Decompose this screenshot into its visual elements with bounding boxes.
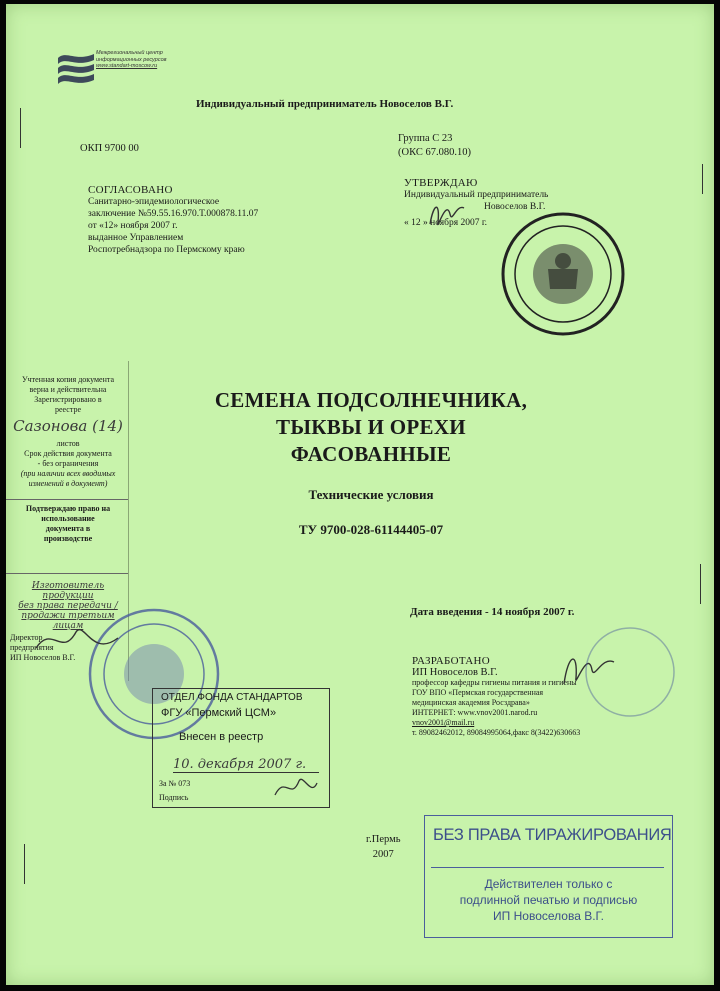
developer-website: ИНТЕРНЕТ: www.vnov2001.narod.ru xyxy=(412,708,538,717)
agreed-line: заключение №59.55.16.970.Т.000878.11.07 xyxy=(88,209,259,219)
developer-line: профессор кафедры гигиены питания и гигиены xyxy=(412,678,577,687)
scan-mark xyxy=(700,564,701,604)
rights-line: документа в xyxy=(45,524,91,533)
approved-heading: УТВЕРЖДАЮ xyxy=(404,177,478,189)
maker-line: продажи третьим xyxy=(21,611,115,621)
year: 2007 xyxy=(372,849,394,860)
logo-line: информационных ресурсов xyxy=(96,56,167,63)
developer-email: vnov2001@mail.ru xyxy=(412,718,475,727)
developed-block xyxy=(412,655,580,738)
director-signature-icon xyxy=(32,618,122,668)
agreed-line: от «12» ноября 2007 г. xyxy=(88,221,178,231)
agreed-line: Роспотребнадзора по Пермскому краю xyxy=(88,245,245,255)
copy-line: листов xyxy=(56,439,80,448)
agreed-line: выданное Управлением xyxy=(88,233,184,243)
title-line: ТЫКВЫ И ОРЕХИ xyxy=(276,415,466,439)
copy-line: Зарегистрировано в xyxy=(34,395,102,404)
maker-line: лицам xyxy=(52,621,84,631)
scan-mark xyxy=(24,844,25,884)
developed-heading: РАЗРАБОТАНО xyxy=(412,655,491,667)
developer-phones: т. 89082462012, 89084995064,факс 8(3422)630663 xyxy=(412,728,581,737)
registry-stamp xyxy=(152,688,330,808)
okp-code: ОКП 9700 00 xyxy=(80,143,139,154)
title-line: ФАСОВАННЫЕ xyxy=(290,442,452,466)
no-copy-line: ИП Новоселова В.Г. xyxy=(493,909,604,923)
spec-code: ТУ 9700-028-61144405-07 xyxy=(298,522,444,537)
no-copy-line: Действителен только с xyxy=(484,877,613,891)
director-line: Директор xyxy=(10,633,43,642)
registry-signature-icon xyxy=(271,771,321,803)
developer-line: ГОУ ВПО «Пермская государственная xyxy=(412,688,544,697)
approved-line: Индивидуальный предприниматель xyxy=(404,190,549,200)
wave-logo-icon xyxy=(54,48,98,90)
registry-entered: Внесен в реестр xyxy=(179,731,264,743)
maker-line: Изготовитель продукции xyxy=(31,581,105,601)
copy-line: реестре xyxy=(55,405,81,414)
document-subtitle: Технические условия xyxy=(308,487,434,502)
title-line: СЕМЕНА ПОДСОЛНЕЧНИКА, xyxy=(214,388,528,412)
no-copy-text xyxy=(425,876,672,924)
developer-name: ИП Новоселов В.Г. xyxy=(412,667,498,678)
copy-line: Учтенная копия документа xyxy=(21,375,115,384)
no-copy-stamp xyxy=(424,815,673,938)
introduction-date: Дата введения - 14 ноября 2007 г. xyxy=(410,606,575,618)
city-year xyxy=(366,832,401,862)
organization-header: Индивидуальный предприниматель Новоселов В.Г. xyxy=(196,98,454,110)
copy-validity-block xyxy=(10,439,126,489)
group-line: Группа С 23 xyxy=(398,133,453,144)
copy-note-block xyxy=(10,375,126,415)
rights-line: использование xyxy=(41,514,95,523)
agreed-block xyxy=(88,184,258,256)
approved-line: Новоселов В.Г. xyxy=(484,202,546,212)
copy-line: верна и действительна xyxy=(29,385,107,394)
faint-round-seal-icon xyxy=(580,622,680,722)
copy-note: изменений в документ) xyxy=(28,479,108,488)
rights-block xyxy=(10,504,126,544)
no-copy-title: БЕЗ ПРАВА ТИРАЖИРОВАНИЯ xyxy=(433,826,672,844)
approved-date: « 12 » ноября 2007 г. xyxy=(404,218,488,228)
registry-number: За № 073 xyxy=(159,779,191,788)
registry-signature-label: Подпись xyxy=(159,793,189,802)
director-line: ИП Новоселов В.Г. xyxy=(10,653,76,662)
document-title xyxy=(136,387,606,468)
no-copy-line: подлинной печатью и подписью xyxy=(459,893,638,907)
rights-line: производстве xyxy=(43,534,93,543)
divider xyxy=(6,499,128,500)
stamp-divider xyxy=(431,867,664,868)
copy-line: Срок действия документа xyxy=(24,449,112,458)
registry-line: ОТДЕЛ ФОНДА СТАНДАРТОВ xyxy=(161,692,303,703)
copy-handwritten: Сазонова (14) xyxy=(13,417,123,435)
scan-mark xyxy=(20,108,21,148)
registry-date: 10. декабря 2007 г. xyxy=(173,757,319,773)
maker-line: без права передачи / xyxy=(18,601,118,611)
round-seal-icon xyxy=(498,209,628,339)
copy-line: - без ограничения xyxy=(37,459,99,468)
scan-mark xyxy=(702,164,703,194)
agreed-line: Санитарно-эпидемиологическое xyxy=(88,197,220,207)
developer-line: медицинская академия Росздрава» xyxy=(412,698,530,707)
oks-line: (ОКС 67.080.10) xyxy=(398,147,471,158)
logo-url: www.standart-moscow.ru xyxy=(96,63,158,69)
standards-center-logo xyxy=(54,48,184,94)
divider xyxy=(6,573,128,574)
director-line: предприятия xyxy=(10,643,54,652)
agreed-heading: СОГЛАСОВАНО xyxy=(88,184,173,196)
logo-line: Межрегиональный центр xyxy=(96,50,163,56)
approver-signature-icon xyxy=(424,194,470,240)
registry-org: ФГУ «Пермский ЦСМ» xyxy=(161,707,277,719)
city: г.Пермь xyxy=(366,834,401,845)
rights-line: Подтверждаю право на xyxy=(25,504,111,513)
logo-text xyxy=(96,50,186,70)
group-code xyxy=(398,132,471,160)
document-page xyxy=(6,4,714,985)
copy-note: (при наличии всех вводимых xyxy=(20,469,116,478)
